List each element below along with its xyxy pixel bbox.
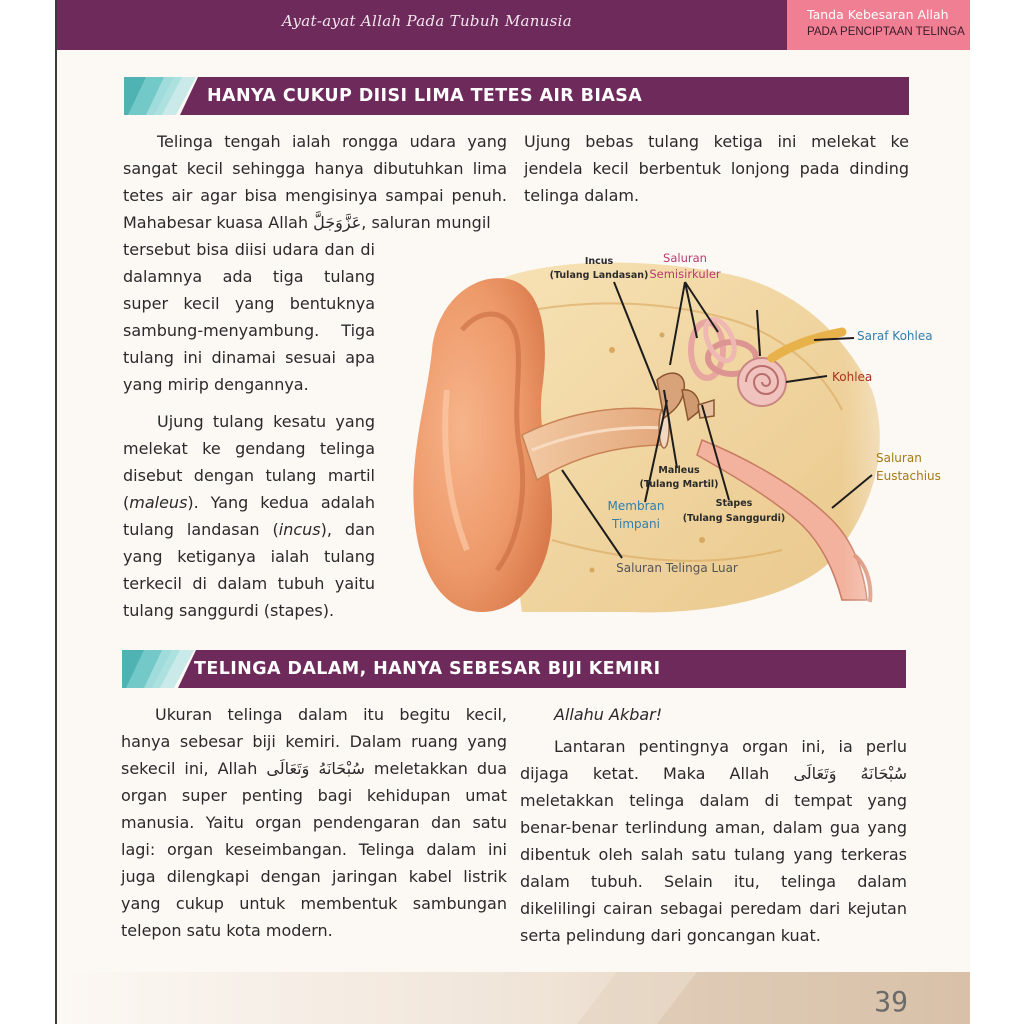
section1-col2 — [524, 128, 909, 209]
section1-paragraph2: Ujung tulang kesatu yang melekat ke gendang telinga disebut dengan tulang martil (maleus). Yang kedua adalah tulang landasan (incus), dan yang ketiganya ialah tulang terkecil di dalam tubuh yaitu tulang sanggurdi (stapes). — [123, 412, 375, 620]
section1-heading — [124, 77, 909, 115]
label-tympanic-1: Membran — [607, 499, 665, 513]
label-cochlea: Kohlea — [832, 370, 873, 384]
label-eustachian-2: Eustachius — [876, 469, 941, 483]
section1-col1-top — [123, 128, 507, 236]
chapter-tag-line1: Tanda Kebesaran Allah — [807, 7, 949, 22]
section2-col1 — [121, 701, 507, 944]
section1-col2-paragraph: Ujung bebas tulang ketiga ini melekat ke jendela kecil berbentuk lonjong pada dinding telinga dalam. — [524, 132, 909, 205]
section2-heading — [122, 650, 906, 688]
section1-heading-text: HANYA CUKUP DIISI LIMA TETES AIR BIASA — [207, 86, 643, 106]
label-incus-2: (Tulang Landasan) — [549, 270, 649, 281]
section2-col2-paragraph: Lantaran pentingnya organ ini, ia perlu dijaga ketat. Maka Allah سُبْحَانَهُ وَتَعَالَى meletakkan telinga dalam di tempat yang benar-benar terlindung aman, dalam gua yang dibentuk oleh salah satu tulang yang terkeras dalam tubuh. Selain itu, telinga dalam dikelilingi cairan sebagai peredam dari kejutan serta pelindung dari goncangan kuat. — [520, 737, 908, 945]
label-malleus-2: (Tulang Martil) — [639, 479, 719, 490]
label-eustachian-1: Saluran — [876, 451, 922, 465]
label-stapes-2: (Tulang Sanggurdi) — [682, 513, 786, 524]
label-tympanic-2: Timpani — [612, 517, 660, 531]
cochlea — [738, 358, 786, 406]
section2-exclaim: Allahu Akbar! — [554, 705, 663, 724]
section1-paragraph1-narrow: tersebut bisa diisi udara dan di dalamnya ada tiga tulang super kecil yang bentuknya sambung-menyambung. Tiga tulang ini dinamai sesuai apa yang mirip dengannya. — [123, 240, 375, 394]
chapter-tag — [787, 0, 970, 50]
label-incus-1: Incus — [584, 256, 614, 267]
running-title: Ayat-ayat Allah Pada Tubuh Manusia — [282, 12, 572, 30]
ear-anatomy-diagram — [402, 240, 942, 615]
section2-heading-text: TELINGA DALAM, HANYA SEBESAR BIJI KEMIRI — [194, 659, 661, 679]
label-outer-canal: Saluran Telinga Luar — [616, 561, 738, 575]
label-stapes-1: Stapes — [715, 498, 753, 509]
section1-paragraph1-top: Telinga tengah ialah rongga udara yang sangat kecil sehingga hanya dibutuhkan lima tetes air agar bisa mengisinya sampai penuh. Mahabesar kuasa Allah عَزَّوَجَلَّ, saluran mungil — [123, 132, 507, 232]
page-number: 39 — [874, 985, 908, 1018]
label-semicircular-1: Saluran — [663, 251, 707, 265]
label-cochlear-nerve: Saraf Kohlea — [857, 329, 933, 343]
chapter-tag-line2: PADA PENCIPTAAN TELINGA — [807, 26, 965, 38]
footer-decoration — [57, 972, 970, 1024]
label-malleus-1: Malleus — [658, 465, 700, 476]
section2-col2 — [520, 701, 907, 949]
section1-col1-narrow — [123, 236, 375, 624]
section2-col1-paragraph: Ukuran telinga dalam itu begitu kecil, hanya sebesar biji kemiri. Dalam ruang yang sekecil ini, Allah سُبْحَانَهُ وَتَعَالَى meletakkan dua organ super penting bagi kehidupan umat manusia. Yaitu organ pendengaran dan satu lagi: organ keseimbangan. Telinga dalam ini juga dilengkapi dengan jaringan kabel listrik yang cukup untuk membentuk sambungan telepon satu kota modern. — [121, 705, 507, 940]
label-semicircular-2: Semisirkuler — [649, 267, 721, 281]
header-bar — [57, 0, 787, 50]
